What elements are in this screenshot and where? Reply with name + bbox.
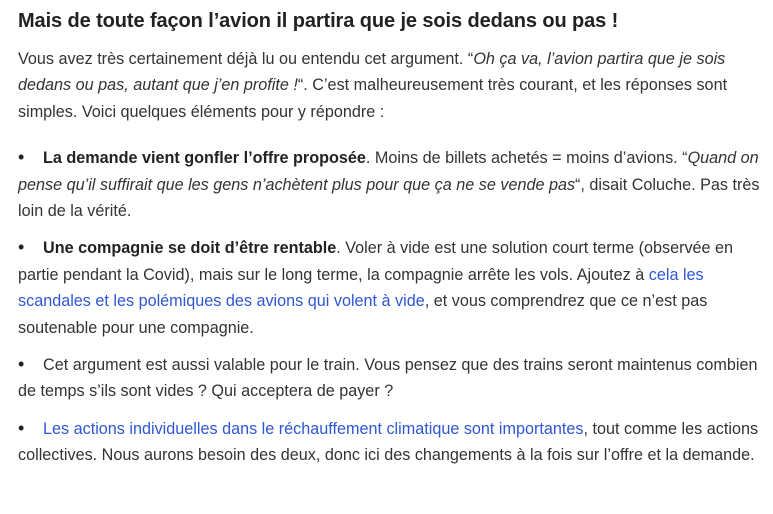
argument-list [18, 145, 763, 468]
list-item [18, 352, 763, 405]
intro-text: Vous avez très certainement déjà lu ou entendu cet argument. “ [18, 50, 474, 68]
point-text-end: , et vous comprendrez que ce n’est pas soutenable pour une compagnie. [18, 292, 708, 337]
section-heading: Mais de toute façon l’avion il partira que je sois dedans ou pas ! [18, 10, 619, 32]
bullet-icon: • [18, 237, 25, 258]
point-text-end: “, disait Coluche. Pas très loin de la vérité. [18, 175, 760, 221]
intro-quote: Oh ça va, l’avion partira que je sois dedans ou pas, autant que j’en profite ! [18, 50, 726, 95]
bullet-icon: • [18, 147, 25, 168]
point-bold: La demande vient gonfler l’offre proposée [43, 149, 366, 168]
point-text: , tout comme les actions collectives. Nous aurons besoin des deux, donc ici des changements à la fois sur l’offre et la demande. [18, 419, 759, 465]
point-quote: Quand on pense qu’il suffirait que les gens n’achètent plus pour que ça ne se vende pas [18, 149, 759, 194]
list-item [18, 145, 763, 224]
scandals-link[interactable]: cela les scandales et les polémiques des avions qui volent à vide [18, 265, 704, 311]
point-text: . Moins de billets achetés = moins d’avions. “ [365, 149, 688, 168]
list-item [18, 416, 763, 469]
bullet-icon: • [18, 354, 25, 375]
intro-text-end: “. C’est malheureusement très courant, et les réponses sont simples. Voici quelques éléments pour y répondre : [18, 76, 728, 121]
intro-paragraph [18, 46, 763, 125]
point-text: . Voler à vide est une solution court terme (observée en partie pendant la Covid), mais sur le long terme, la compagnie arrête les vols. Ajoutez à [18, 239, 734, 284]
point-text: Cet argument est aussi valable pour le train. Vous pensez que des trains seront maintenus combien de temps s’ils sont vides ? Qui acceptera de payer ? [18, 356, 758, 401]
individual-actions-link[interactable]: Les actions individuelles dans le réchauffement climatique sont importantes [43, 419, 584, 438]
point-bold: Une compagnie se doit d’être rentable [43, 239, 337, 258]
bullet-icon: • [18, 417, 25, 438]
list-item [18, 235, 763, 341]
